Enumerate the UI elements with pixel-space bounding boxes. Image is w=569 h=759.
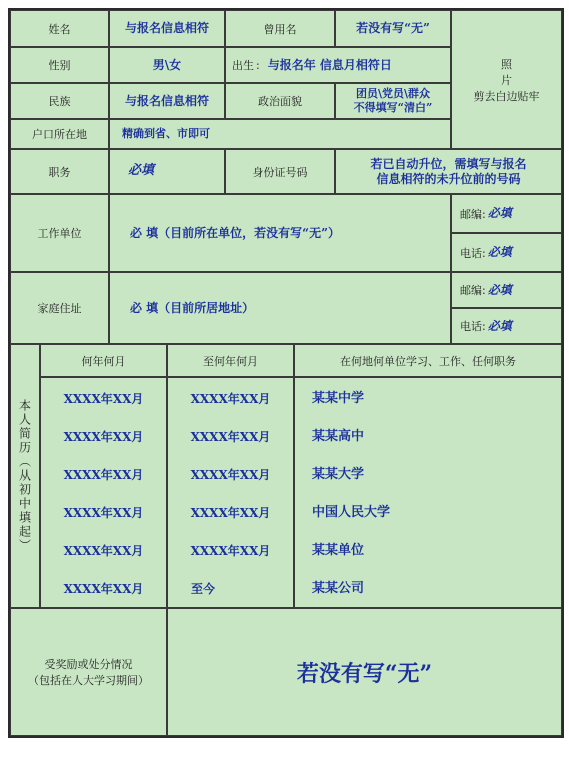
former-name-label-text: 曾用名 bbox=[263, 22, 297, 36]
resume-header-where bbox=[294, 344, 562, 377]
position-label bbox=[10, 149, 109, 194]
political-value bbox=[335, 83, 451, 119]
photo-label-1: 照 bbox=[501, 57, 512, 71]
political-label bbox=[225, 83, 335, 119]
resume-header-where-text: 在何地何单位学习、工作、任何职务 bbox=[340, 354, 516, 368]
political-label-text: 政治面貌 bbox=[258, 95, 302, 108]
resume-from-3: XXXX年XX月 bbox=[63, 467, 144, 482]
photo-box bbox=[451, 10, 562, 149]
resume-header-from bbox=[40, 344, 167, 377]
resume-where-6: 某某公司 bbox=[312, 580, 365, 596]
id-label bbox=[225, 149, 335, 194]
awards-value-text: 若没有写“无” bbox=[296, 660, 433, 687]
work-tel-cell bbox=[451, 233, 562, 272]
work-value bbox=[109, 194, 451, 272]
ethnicity-label-text: 民族 bbox=[48, 95, 71, 108]
home-post-label: 邮编: bbox=[460, 284, 486, 297]
name-label bbox=[10, 10, 109, 47]
resume-from-2: XXXX年XX月 bbox=[63, 429, 144, 444]
hukou-label bbox=[10, 119, 109, 149]
home-label-text: 家庭住址 bbox=[37, 302, 82, 315]
hukou-value bbox=[109, 119, 451, 149]
former-name-value bbox=[335, 10, 451, 47]
work-label-text: 工作单位 bbox=[37, 227, 82, 240]
birth-label: 出生 bbox=[232, 59, 254, 72]
home-tel-cell bbox=[451, 308, 562, 344]
resume-to-2: XXXX年XX月 bbox=[190, 429, 271, 444]
resume-where-1: 某某中学 bbox=[312, 390, 365, 406]
birth-cell: 出生 : 与报名年 信息月相符日 bbox=[225, 47, 451, 83]
ethnicity-label bbox=[10, 83, 109, 119]
resume-label-text: 本人简历（从初中填起） bbox=[17, 399, 32, 553]
id-value-2: 信息相符的未升位前的号码 bbox=[376, 171, 521, 186]
political-value-2: 不得填写“清白” bbox=[353, 101, 433, 114]
resume-header-to-text: 至何年何月 bbox=[203, 354, 258, 368]
resume-where-2: 某某高中 bbox=[312, 428, 365, 444]
name-value-text: 与报名信息相符 bbox=[124, 21, 209, 35]
home-value-text: 必 填（目前所居地址） bbox=[130, 300, 255, 315]
gender-value-text: 男\女 bbox=[152, 57, 182, 72]
resume-from-6: XXXX年XX月 bbox=[63, 581, 144, 596]
home-post-cell bbox=[451, 272, 562, 308]
resume-where-4: 中国人民大学 bbox=[312, 504, 391, 520]
photo-note: 剪去白边贴牢 bbox=[473, 89, 540, 103]
id-label-text: 身份证号码 bbox=[252, 165, 308, 179]
home-tel-value: 必填 bbox=[487, 318, 512, 333]
resume-to-4: XXXX年XX月 bbox=[190, 505, 271, 520]
resume-to-1: XXXX年XX月 bbox=[190, 391, 271, 406]
id-value-1: 若已自动升位，需填写与报名 bbox=[370, 156, 527, 171]
work-tel-value: 必填 bbox=[487, 245, 512, 259]
resume-label bbox=[10, 344, 40, 608]
awards-label bbox=[10, 608, 167, 736]
gender-label bbox=[10, 47, 109, 83]
hukou-label-text: 户口所在地 bbox=[32, 128, 87, 141]
former-name-label bbox=[225, 10, 335, 47]
position-value-text: 必填 bbox=[128, 163, 155, 179]
resume-to-3: XXXX年XX月 bbox=[190, 467, 271, 482]
work-post-value: 必填 bbox=[487, 206, 512, 220]
work-post-label: 邮编: bbox=[460, 207, 486, 221]
resume-header-from-text: 何年何月 bbox=[81, 354, 126, 368]
home-value bbox=[109, 272, 451, 344]
hukou-value-text: 精确到省、市即可 bbox=[122, 127, 210, 141]
resume-from-1: XXXX年XX月 bbox=[63, 391, 144, 406]
gender-value bbox=[109, 47, 225, 83]
awards-label-2: （包括在人大学习期间） bbox=[28, 674, 149, 687]
home-post-value: 必填 bbox=[487, 282, 512, 297]
awards-value bbox=[167, 608, 562, 736]
work-label bbox=[10, 194, 109, 272]
gender-label-text: 性别 bbox=[48, 59, 71, 72]
home-tel-label: 电话: bbox=[460, 320, 486, 333]
name-label-text: 姓名 bbox=[48, 22, 71, 36]
work-post-cell bbox=[451, 194, 562, 233]
position-value bbox=[109, 149, 225, 194]
home-label bbox=[10, 272, 109, 344]
resume-to-5: XXXX年XX月 bbox=[190, 543, 271, 558]
ethnicity-value-text: 与报名信息相符 bbox=[124, 93, 209, 108]
resume-where-5: 某某单位 bbox=[312, 542, 365, 558]
resume-to-6: 至今 bbox=[191, 581, 216, 596]
photo-label-2: 片 bbox=[501, 73, 512, 87]
political-value-1: 团员\党员\群众 bbox=[355, 87, 431, 101]
resume-where-3: 某某大学 bbox=[312, 466, 365, 482]
position-label-text: 职务 bbox=[48, 165, 71, 179]
resume-header-to bbox=[167, 344, 294, 377]
name-value bbox=[109, 10, 225, 47]
awards-label-1: 受奖励或处分情况 bbox=[44, 658, 133, 671]
registration-form bbox=[8, 8, 564, 738]
resume-from-4: XXXX年XX月 bbox=[63, 505, 144, 520]
work-tel-label: 电话: bbox=[460, 246, 486, 260]
work-value-text: 必 填（目前所在单位，若没有写“无”） bbox=[130, 225, 340, 240]
resume-from-5: XXXX年XX月 bbox=[63, 543, 144, 558]
former-name-value-text: 若没有写“无” bbox=[356, 21, 430, 35]
ethnicity-value bbox=[109, 83, 225, 119]
birth-value: 与报名年 信息月相符日 bbox=[267, 57, 392, 72]
id-value bbox=[335, 149, 562, 194]
